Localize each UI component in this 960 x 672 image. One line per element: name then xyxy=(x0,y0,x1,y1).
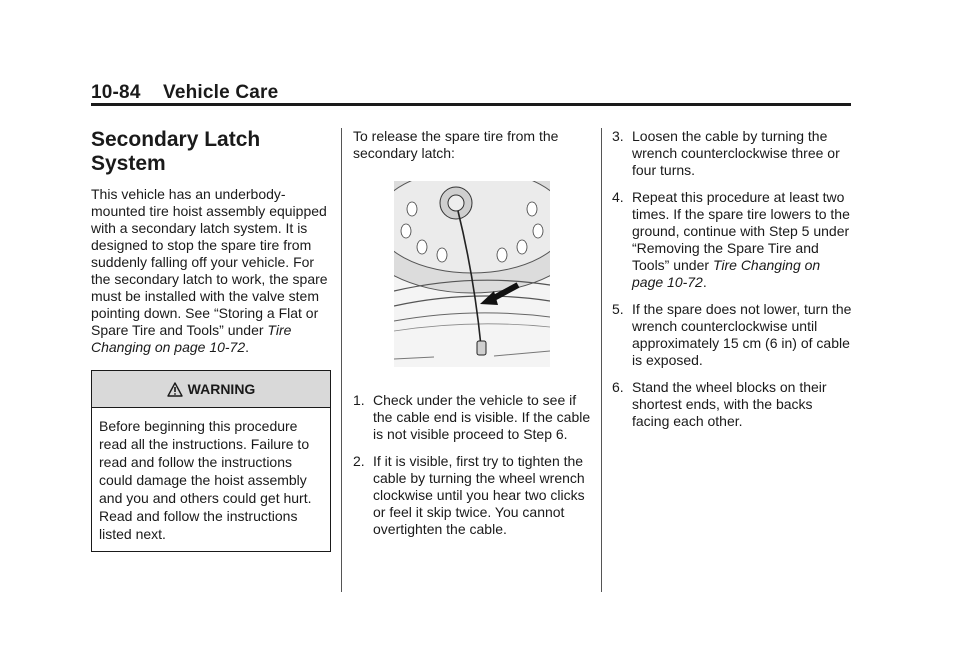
page-header xyxy=(91,82,278,104)
intro-text: This vehicle has an underbody-mounted tire hoist assembly equipped with a secondary latch system. It is designed to stop the spare tire from suddenly falling off your vehicle. For the secondary latch to work, the spare must be installed with the valve stem pointing down. See “Storing a Flat or Spare Tire and Tools” under xyxy=(91,186,328,338)
column-divider-1 xyxy=(341,128,342,592)
steps-list-2 xyxy=(612,128,852,430)
step-text: Check under the vehicle to see if the cable end is visible. If the cable is not visible proceed to Step 6. xyxy=(373,392,591,442)
warning-text: Before beginning this procedure read all the instructions. Failure to read and follow the instructions could damage the hoist assembly and you and others could get hurt. Read and follow the instructions listed next. xyxy=(99,418,312,542)
step-text: Loosen the cable by turning the wrench counterclockwise three or four turns. xyxy=(632,128,840,178)
column-3 xyxy=(612,128,852,440)
step-text: If the spare does not lower, turn the wrench counterclockwise until approximately 15 cm (6 in) of cable is exposed. xyxy=(632,301,852,368)
step-number: 1. xyxy=(353,392,365,408)
section-title: Secondary Latch System xyxy=(91,128,261,175)
list-item xyxy=(612,189,852,291)
chapter-title: Vehicle Care xyxy=(163,82,279,103)
header-rule xyxy=(91,103,851,106)
list-item xyxy=(612,128,852,179)
intro-paragraph xyxy=(91,186,331,356)
warning-icon xyxy=(167,382,183,397)
warning-box xyxy=(91,370,331,552)
list-item xyxy=(612,301,852,369)
step-number: 4. xyxy=(612,189,624,205)
release-intro: To release the spare tire from the secondary latch: xyxy=(353,128,559,161)
step-text: If it is visible, first try to tighten the cable by turning the wheel wrench clockwise until you hear two clicks or feel it skip twice. You cannot overtighten the cable. xyxy=(373,453,585,537)
tire-changing-link[interactable]: Tire Changing on page 10-72 xyxy=(91,322,292,355)
step-number: 3. xyxy=(612,128,624,144)
warning-header xyxy=(92,371,330,408)
intro-end: . xyxy=(245,339,250,355)
tire-changing-link-2[interactable]: Tire Changing on page 10-72 xyxy=(632,257,821,290)
list-item xyxy=(353,453,593,538)
steps-list-1 xyxy=(353,392,593,538)
spare-tire-illustration xyxy=(394,181,550,367)
step-number: 2. xyxy=(353,453,365,469)
step-text: Stand the wheel blocks on their shortest ends, with the backs facing each other. xyxy=(632,379,827,429)
page-number: 10-84 xyxy=(91,82,141,103)
step-text: Repeat this procedure at least two times. If the spare tire lowers to the ground, continue with Step 5 under “Removing the Spare Tire and Tools” under xyxy=(632,189,850,273)
list-item xyxy=(353,392,593,443)
warning-title: WARNING xyxy=(187,380,256,397)
step-number: 6. xyxy=(612,379,624,395)
column-2 xyxy=(353,128,593,548)
column-1 xyxy=(91,128,331,552)
step-number: 5. xyxy=(612,301,624,317)
column-divider-2 xyxy=(601,128,602,592)
list-item xyxy=(612,379,852,430)
step-end: . xyxy=(702,274,707,290)
